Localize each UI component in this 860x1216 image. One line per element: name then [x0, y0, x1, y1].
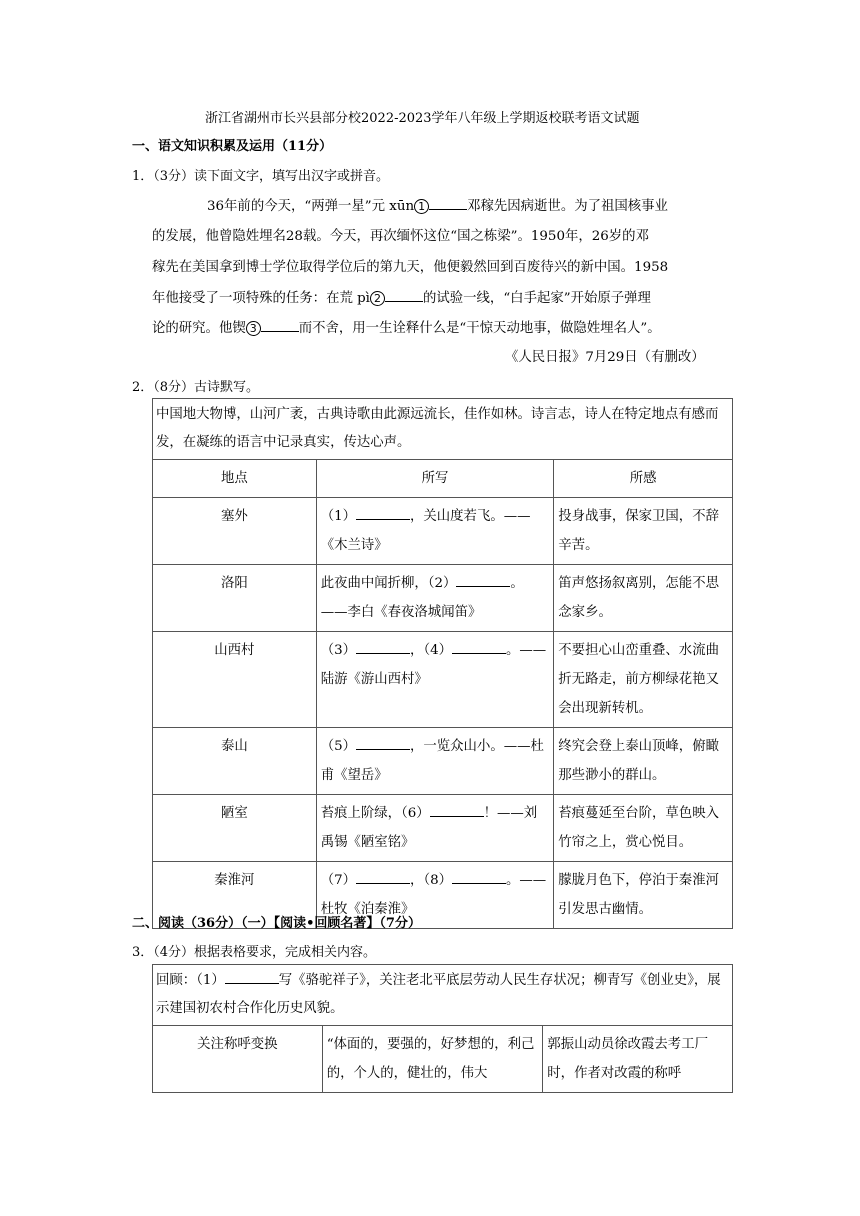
answer-blank[interactable] [456, 574, 510, 587]
table-row: 秦淮河 （7） ，（8） 。——杜牧《泊秦淮》 朦胧月色下，停泊于秦淮河引发思古幽情。 [153, 862, 733, 929]
q1-source: 《人民日报》7月29日（有删改） [505, 350, 705, 365]
answer-blank[interactable] [430, 804, 484, 817]
answer-blank[interactable] [356, 507, 410, 520]
q1-line-3: 稼先在美国拿到博士学位取得学位后的第九天，他便毅然回到百废待兴的新中国。1958 [152, 260, 669, 275]
question-2-heading: 2．（8分）古诗默写。 [132, 380, 260, 395]
recall-cell: 回顾：（1） 写《骆驼祥子》，关注老北平底层劳动人民生存状况；柳青写《创业史》，展示建国初农村合作化历史风貌。 [153, 965, 733, 1026]
section-1-heading: 一、语文知识积累及运用（11分） [132, 139, 333, 154]
row-label: 关注称呼变换 [153, 1026, 323, 1093]
blank-number-marker: 3 [246, 321, 261, 336]
table-row: 塞外 （1） ，关山度若飞。——《木兰诗》 投身战事，保家卫国，不辞辛苦。 [153, 498, 733, 565]
question-3-heading: 3．（4分）根据表格要求，完成相关内容。 [132, 945, 377, 960]
q1-line-5: 论的研究。他锲 3 而不舍，用一生诠释什么是“干惊天动地事，做隐姓埋名人”。 [152, 321, 661, 336]
q1-line-1: 36年前的今天，“两弹一星”元 xūn 1 邓稼先因病逝世。为了祖国核事业 [207, 199, 668, 214]
blank-number-marker: 1 [414, 199, 429, 214]
q1-line-4: 年他接受了一项特殊的任务：在荒 pì 2 的试验一线，“白手起家”开始原子弹理 [152, 291, 651, 306]
question-1-heading: 1．（3分）读下面文字，填写出汉字或拼音。 [132, 169, 390, 184]
answer-blank[interactable] [261, 319, 299, 332]
answer-blank[interactable] [356, 737, 410, 750]
row-right: 郭振山动员徐改霞去考工厂时，作者对改霞的称呼 [543, 1026, 733, 1093]
header-place: 地点 [153, 460, 317, 498]
answer-blank[interactable] [356, 871, 410, 884]
page-title: 浙江省湖州市长兴县部分校2022-2023学年八年级上学期返校联考语文试题 [205, 111, 640, 126]
section-2-heading: 二、阅读（36分）（一）【阅读•回顾名著】（7分） [132, 916, 421, 931]
answer-blank[interactable] [452, 871, 506, 884]
row-middle: “体面的，要强的，好梦想的，利己的，个人的，健壮的，伟大 [322, 1026, 543, 1093]
header-feel: 所感 [554, 460, 733, 498]
q1-line-2: 的发展，他曾隐姓埋名28载。今天，再次缅怀这位“国之栋梁”。1950年，26岁的邓 [152, 229, 649, 244]
answer-blank[interactable] [452, 641, 506, 654]
answer-blank[interactable] [356, 641, 410, 654]
answer-blank[interactable] [385, 289, 423, 302]
table-row: 山西村 （3） ，（4） 。——陆游《游山西村》 不要担心山峦重叠、水流曲折无路走，前方柳绿花艳又会出现新转机。 [153, 632, 733, 728]
blank-number-marker: 2 [370, 291, 385, 306]
table-row: 陋室 苔痕上阶绿，（6） ！——刘禹锡《陋室铭》 苔痕蔓延至台阶，草色映入竹帘之上，赏心悦目。 [153, 795, 733, 862]
answer-blank[interactable] [429, 197, 467, 210]
poetry-table [152, 398, 733, 929]
table-row: 泰山 （5） ，一览众山小。——杜甫《望岳》 终究会登上泰山顶峰，俯瞰那些渺小的群山。 [153, 728, 733, 795]
novel-table [152, 964, 733, 1093]
table-row: 洛阳 此夜曲中闻折柳，（2） 。——李白《春夜洛城闻笛》 笛声悠扬叙离别，怎能不思念家乡。 [153, 565, 733, 632]
table-intro: 中国地大物博，山河广袤，古典诗歌由此源远流长，佳作如林。诗言志，诗人在特定地点有感而发，在凝练的语言中记录真实，传达心声。 [153, 399, 733, 460]
header-write: 所写 [316, 460, 554, 498]
answer-blank[interactable] [225, 971, 279, 984]
